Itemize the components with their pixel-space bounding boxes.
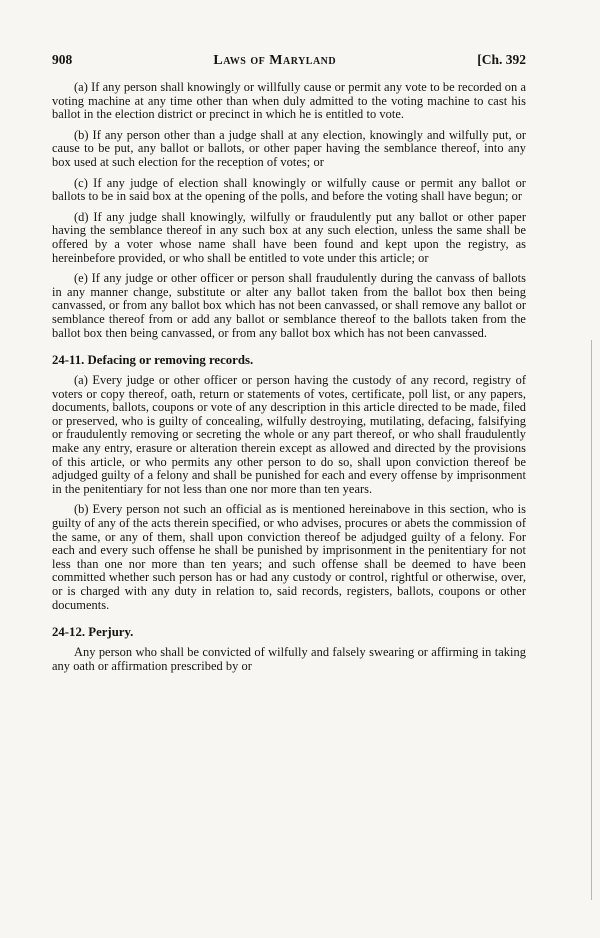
chapter-label: [Ch. 392 bbox=[477, 52, 526, 67]
section-24-11-paragraph-a: (a) Every judge or other officer or person having the custody of any record, registry of voters or copy thereof, oath, return or statements of votes, certificate, poll list, or any papers, documents, ballots, coupons or vote of any description in this article directed to be made, filed or preserved, who is guilty of concealing, wilfully destroying, mutilating, defacing, falsifying or fraudulently removing or secreting the whole or any part thereof, or who shall fraudulently make any entry, erasure or alteration therein except as allowed and directed by the provisions of this article, or who permits any other person to do so, shall upon conviction thereof be adjudged guilty of a felony and shall be punished for each and every offense by imprisonment in the penitentiary for not less than one nor more than ten years. bbox=[52, 373, 526, 496]
paragraph-a-voting-machine: (a) If any person shall knowingly or willfully cause or permit any vote to be recorded on a voting machine at any time other than when duly admitted to the voting machine to cast his ballot in the election district or precinct in which he is entitled to vote. bbox=[52, 80, 526, 122]
running-title: Laws of Maryland bbox=[213, 53, 337, 68]
section-24-11-paragraph-b: (b) Every person not such an official as is mentioned hereinabove in this section, who is guilty of any of the acts therein specified, or who advises, procures or abets the commission of the same, or any of them, shall upon conviction thereof be adjudged guilty of a felony. For each and every such offense he shall be punished by imprisonment in the penitentiary for not less than one nor more than ten years; and such offense shall be deemed to have been committed whether such person has or had any custody or control, rightful or otherwise, over, or is charged with any duty in relation to, said records, registers, ballots, coupons or other documents. bbox=[52, 502, 526, 612]
paragraph-e-canvass: (e) If any judge or other officer or person shall fraudulently during the canvass of ballots in any manner change, substitute or alter any ballot taken from the ballot box then being canvassed, or from any ballot box which has not been canvassed, or shall remove any ballot or semblance thereof from or add any ballot or semblance thereof to the ballots taken from the ballot box then being canvassed, or from any ballot box which has not been canvassed. bbox=[52, 271, 526, 340]
section-heading-24-12: 24-12. Perjury. bbox=[52, 625, 134, 640]
paragraph-d-judge-put: (d) If any judge shall knowingly, wilfully or fraudulently put any ballot or other paper having the semblance thereof in any such box at any such election, unless the same shall be offered by a voter whose name shall have been found and kept upon the registry, as hereinbefore provided, or who shall be entitled to vote under this article; or bbox=[52, 209, 526, 265]
page-header bbox=[52, 52, 526, 69]
document-page bbox=[52, 52, 526, 680]
paragraph-c-judge-permit: (c) If any judge of election shall knowingly or wilfully cause or permit any ballot or ballots to be in said box at the opening of the polls, and before the voting shall have begun; or bbox=[52, 175, 526, 204]
scan-edge-line bbox=[591, 340, 592, 900]
section-heading-24-11: 24-11. Defacing or removing records. bbox=[52, 353, 254, 368]
page-number: 908 bbox=[52, 52, 73, 67]
section-24-12-paragraph: Any person who shall be convicted of wilfully and falsely swearing or affirming in taking any oath or affirmation prescribed by or bbox=[52, 645, 526, 673]
paragraph-b-ballot-box: (b) If any person other than a judge shall at any election, knowingly and wilfully put, or cause to be put, any ballot or ballots, or other paper having the semblance thereof, into any box used at such election for the reception of votes; or bbox=[52, 127, 526, 169]
